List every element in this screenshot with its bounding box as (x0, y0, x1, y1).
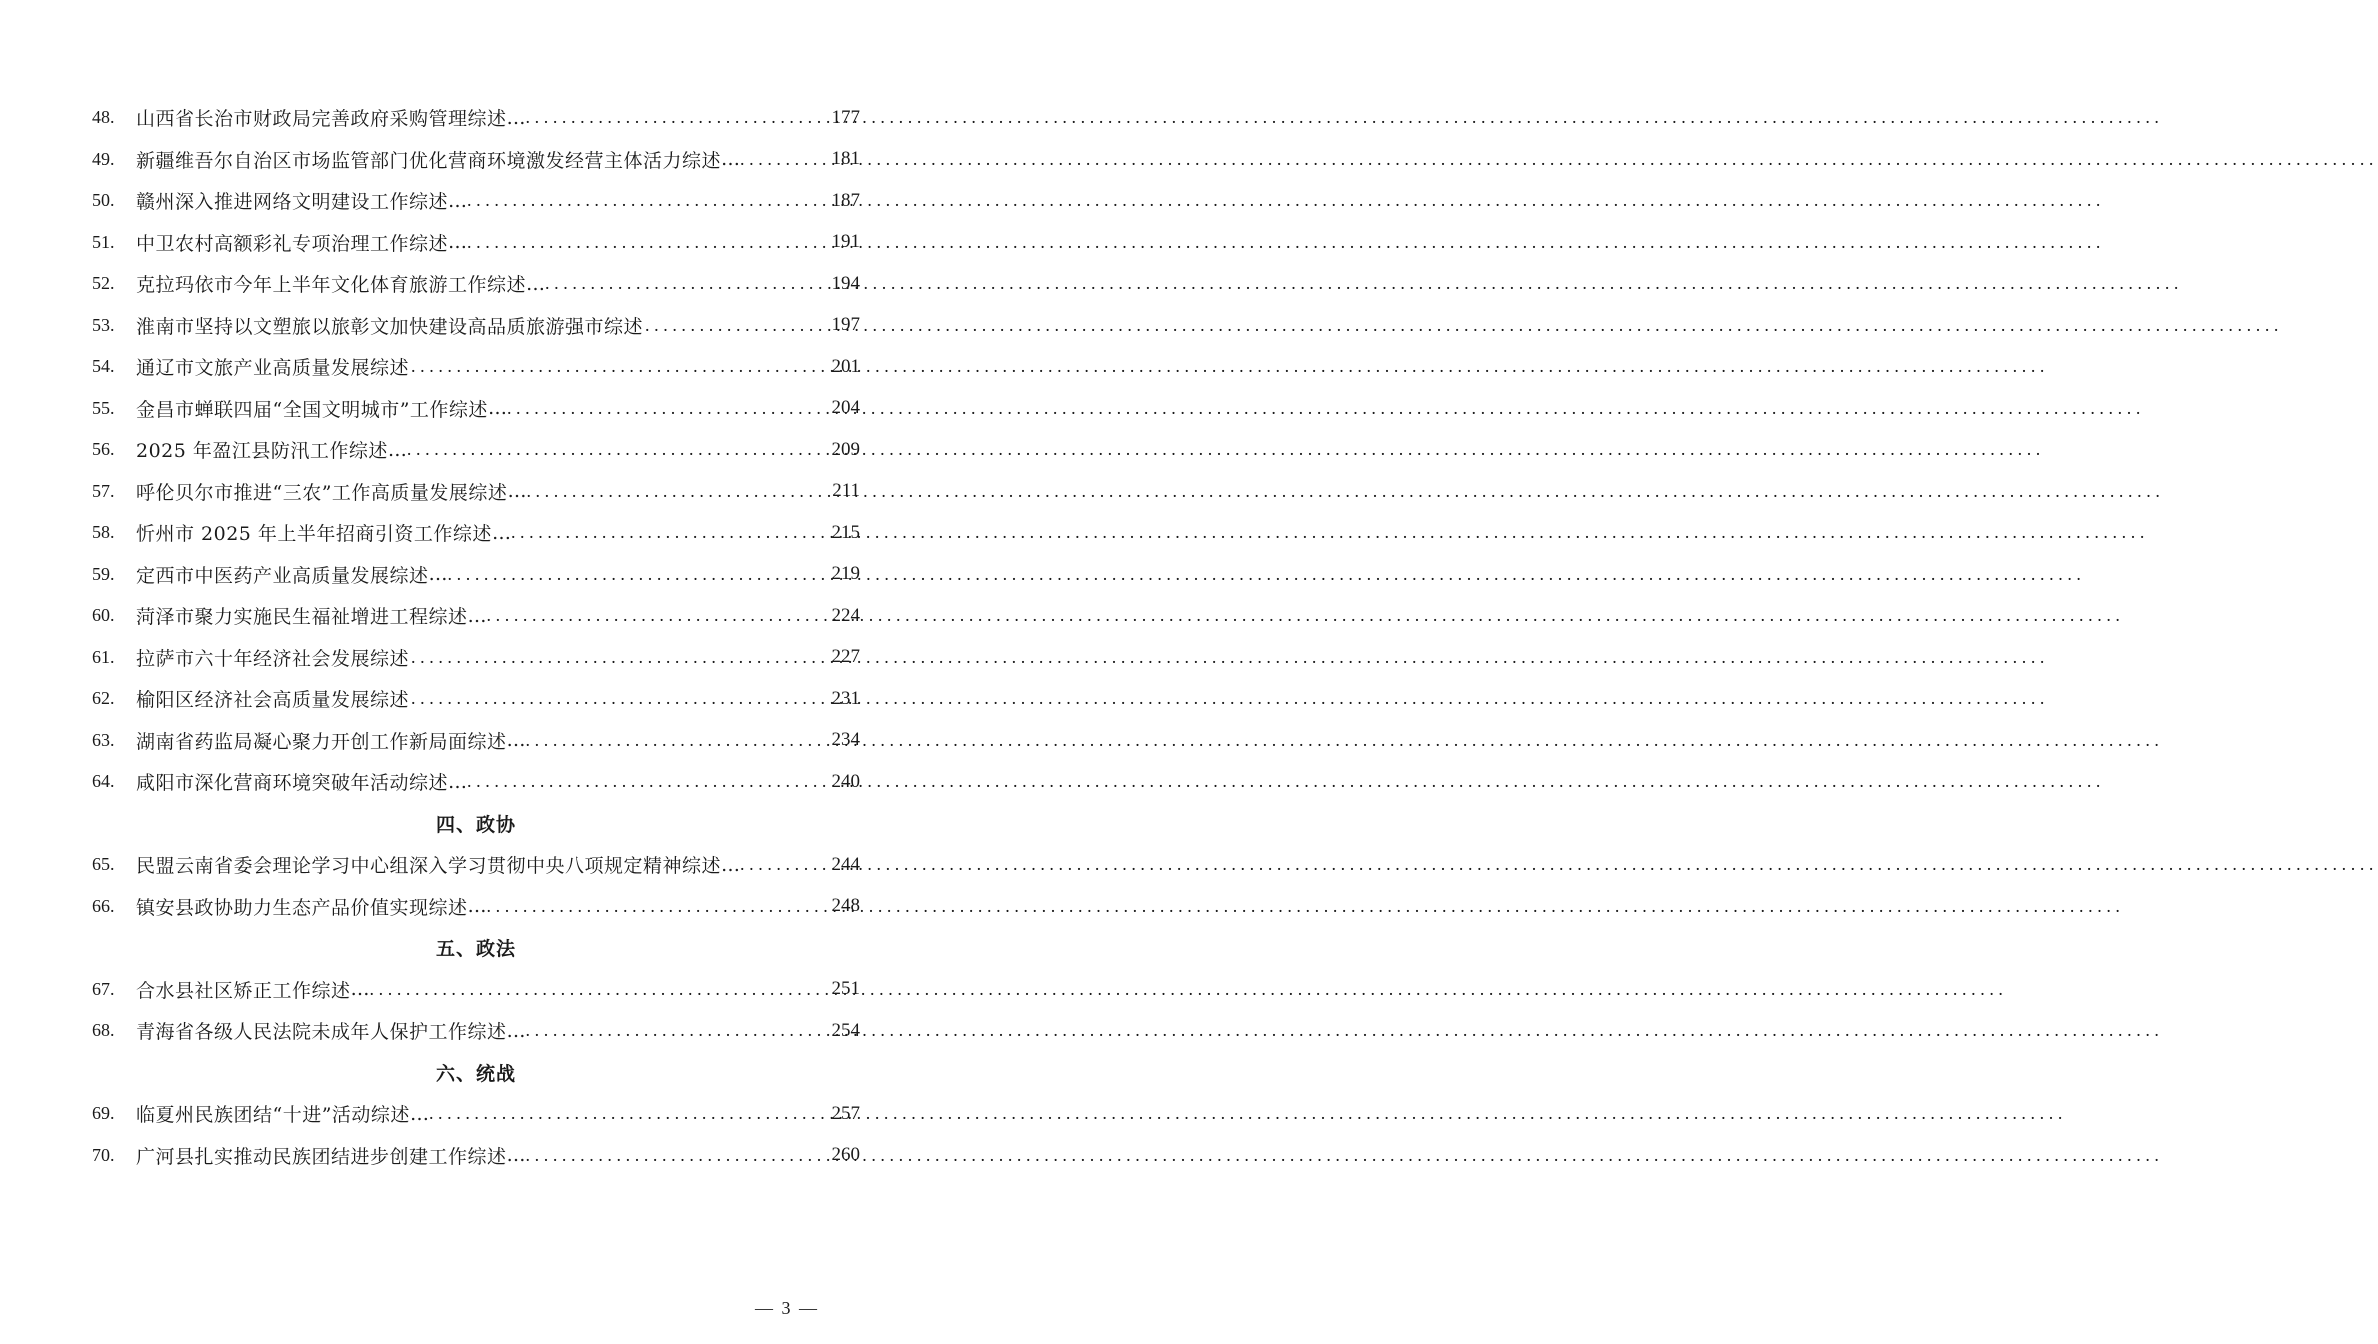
dot-leader (467, 771, 830, 792)
entry-page: 177 (831, 106, 860, 128)
entry-number: 61. (92, 646, 115, 667)
dot-leader (487, 896, 831, 917)
dot-leader (526, 107, 831, 128)
toc-entry[interactable] (92, 139, 860, 181)
dot-leader (526, 730, 831, 751)
entry-page: 240 (831, 770, 860, 792)
dot-leader (467, 190, 830, 211)
dot-leader (545, 273, 830, 294)
entry-number: 58. (92, 522, 115, 543)
dot-leader (645, 315, 830, 336)
entry-page: 219 (831, 563, 860, 585)
entry-number: 50. (92, 190, 115, 211)
entry-page: 187 (831, 189, 860, 211)
toc-entry[interactable] (92, 595, 860, 637)
dot-leader (407, 439, 831, 460)
toc-entry[interactable] (92, 305, 860, 347)
dot-leader (526, 1020, 831, 1041)
entry-number: 59. (92, 563, 115, 584)
entry-page: 248 (831, 895, 860, 917)
entry-number: 53. (92, 314, 115, 335)
entry-ellipsis: … (467, 895, 485, 918)
toc-entry[interactable] (92, 1135, 860, 1177)
dot-leader (448, 564, 831, 585)
entry-ellipsis: … (467, 604, 485, 627)
entry-ellipsis: … (506, 1144, 524, 1167)
entry-page: 234 (831, 729, 860, 751)
entry-number: 62. (92, 688, 115, 709)
entry-ellipsis: … (409, 1102, 427, 1125)
entry-title: 2025 年盈江县防汛工作综述 (136, 440, 388, 463)
dot-leader (487, 605, 831, 626)
entry-page: 244 (831, 853, 860, 875)
toc-entry[interactable] (92, 512, 860, 554)
entry-page: 211 (832, 480, 860, 502)
toc-entry[interactable] (92, 678, 860, 720)
toc-entry[interactable] (92, 554, 860, 596)
table-of-contents (92, 97, 860, 1176)
entry-page: 197 (831, 314, 860, 336)
toc-entry[interactable] (92, 969, 860, 1011)
entry-page: 215 (831, 521, 860, 543)
entry-page: 260 (831, 1144, 860, 1166)
entry-page: 224 (831, 604, 860, 626)
entry-page: 231 (831, 687, 860, 709)
toc-entry[interactable] (92, 637, 860, 679)
entry-ellipsis: … (448, 770, 466, 793)
entry-title: 新疆维吾尔自治区市场监管部门优化营商环境激发经营主体活力综述 (136, 149, 722, 172)
entry-ellipsis: … (387, 438, 405, 461)
entry-number: 52. (92, 273, 115, 294)
entry-page: 194 (831, 272, 860, 294)
dot-leader (740, 149, 830, 170)
entry-ellipsis: … (721, 853, 739, 876)
entry-title: 青海省各级人民法院未成年人保护工作综述 (136, 1021, 507, 1044)
entry-ellipsis: … (448, 231, 466, 254)
entry-number: 54. (92, 356, 115, 377)
page-number: — 3 — (755, 1298, 819, 1318)
entry-ellipsis: … (506, 729, 524, 752)
dot-leader (411, 688, 830, 709)
toc-entry[interactable] (92, 346, 860, 388)
toc-entry[interactable] (92, 180, 860, 222)
entry-title: 咸阳市深化营商环境突破年活动综述 (136, 772, 449, 795)
entry-number: 57. (92, 480, 115, 501)
entry-title: 湖南省药监局凝心聚力开创工作新局面综述 (136, 730, 507, 753)
entry-title: 克拉玛依市今年上半年文化体育旅游工作综述 (136, 274, 527, 297)
toc-entry[interactable] (92, 1093, 860, 1135)
section-heading: 五、政法 (435, 938, 516, 961)
entry-ellipsis: … (506, 1019, 524, 1042)
dot-leader (429, 1103, 831, 1124)
entry-number: 56. (92, 439, 115, 460)
entry-number: 64. (92, 771, 115, 792)
entry-title: 榆阳区经济社会高质量发展综述 (136, 689, 410, 712)
toc-entry[interactable] (92, 429, 860, 471)
entry-ellipsis: … (507, 480, 525, 503)
section-heading: 四、政协 (435, 813, 516, 836)
entry-ellipsis: … (506, 106, 524, 129)
entry-title: 金昌市蝉联四届“全国文明城市”工作综述 (136, 398, 488, 421)
entry-number: 66. (92, 895, 115, 916)
entry-title: 合水县社区矫正工作综述 (136, 979, 351, 1002)
toc-entry[interactable] (92, 388, 860, 430)
entry-ellipsis: … (428, 563, 446, 586)
entry-title: 山西省长治市财政局完善政府采购管理综述 (136, 108, 507, 131)
entry-ellipsis: … (487, 397, 505, 420)
entry-title: 临夏州民族团结“十进”活动综述 (136, 1104, 410, 1127)
entry-title: 通辽市文旅产业高质量发展综述 (136, 357, 410, 380)
dot-leader (370, 979, 831, 1000)
entry-number: 60. (92, 605, 115, 626)
entry-ellipsis: … (448, 189, 466, 212)
entry-number: 49. (92, 148, 115, 169)
toc-entry[interactable] (92, 1010, 860, 1052)
entry-number: 55. (92, 397, 115, 418)
entry-title: 拉萨市六十年经济社会发展综述 (136, 647, 410, 670)
entry-ellipsis: … (491, 521, 509, 544)
entry-page: 209 (831, 438, 860, 460)
toc-entry[interactable] (92, 263, 860, 305)
entry-number: 65. (92, 854, 115, 875)
entry-title: 呼伦贝尔市推进“三农”工作高质量发展综述 (136, 481, 508, 504)
toc-entry[interactable] (92, 844, 860, 886)
entry-title: 赣州深入推进网络文明建设工作综述 (136, 191, 449, 214)
toc-entry[interactable] (92, 761, 860, 803)
toc-entry[interactable] (92, 886, 860, 928)
entry-title: 定西市中医药产业高质量发展综述 (136, 564, 429, 587)
entry-page: 227 (831, 646, 860, 668)
entry-title: 淮南市坚持以文塑旅以旅彰文加快建设高品质旅游强市综述 (136, 315, 644, 338)
dot-leader (411, 647, 830, 668)
dot-leader (740, 854, 830, 875)
entry-number: 68. (92, 1020, 115, 1041)
entry-title: 菏泽市聚力实施民生福祉增进工程综述 (136, 606, 468, 629)
dot-leader (526, 1145, 831, 1166)
entry-title: 中卫农村高额彩礼专项治理工作综述 (136, 232, 449, 255)
entry-title: 镇安县政协助力生态产品价值实现综述 (136, 896, 468, 919)
entry-title: 民盟云南省委会理论学习中心组深入学习贯彻中央八项规定精神综述 (136, 855, 722, 878)
entry-number: 67. (92, 978, 115, 999)
entry-page: 191 (831, 231, 860, 253)
entry-number: 48. (92, 107, 115, 128)
entry-page: 257 (831, 1102, 860, 1124)
entry-number: 63. (92, 729, 115, 750)
toc-entry[interactable] (92, 471, 860, 513)
toc-entry[interactable] (92, 222, 860, 264)
dot-leader (467, 232, 830, 253)
entry-number: 69. (92, 1103, 115, 1124)
entry-number: 70. (92, 1144, 115, 1165)
entry-page: 201 (831, 355, 860, 377)
entry-page: 254 (831, 1019, 860, 1041)
toc-entry[interactable] (92, 720, 860, 762)
entry-ellipsis: … (526, 272, 544, 295)
toc-entry[interactable] (92, 97, 860, 139)
entry-page: 181 (831, 148, 860, 170)
entry-page: 204 (831, 397, 860, 419)
dot-leader (511, 522, 831, 543)
entry-title: 广河县扎实推动民族团结进步创建工作综述 (136, 1145, 507, 1168)
dot-leader (526, 481, 831, 502)
entry-number: 51. (92, 231, 115, 252)
entry-ellipsis: … (721, 148, 739, 171)
section-heading: 六、统战 (435, 1062, 516, 1085)
entry-ellipsis: … (350, 978, 368, 1001)
dot-leader (507, 398, 831, 419)
entry-page: 251 (831, 978, 860, 1000)
entry-title: 忻州市 2025 年上半年招商引资工作综述 (136, 523, 492, 546)
dot-leader (411, 356, 830, 377)
